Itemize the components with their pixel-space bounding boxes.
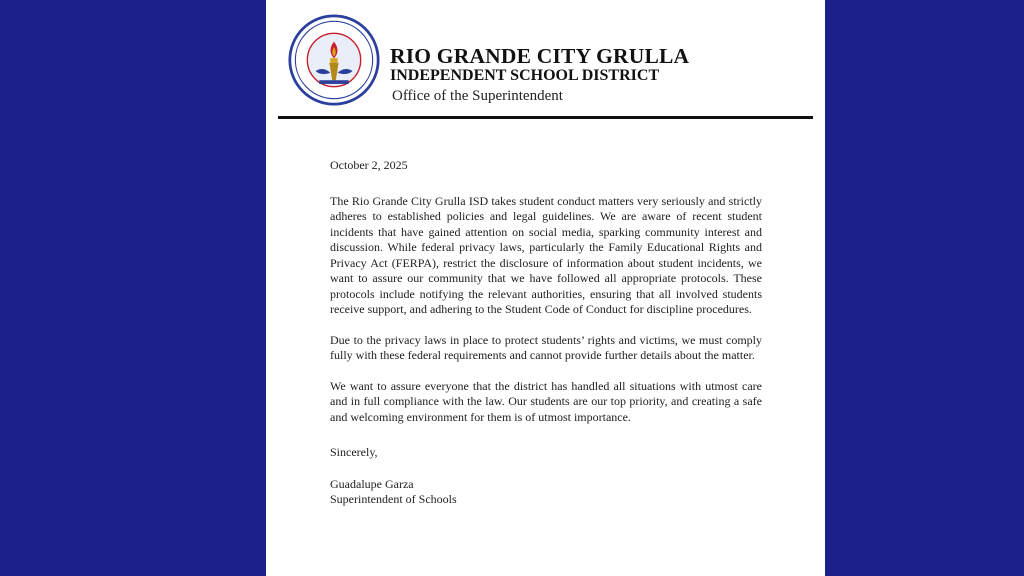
signer-title: Superintendent of Schools — [330, 492, 457, 506]
office-name: Office of the Superintendent — [392, 88, 563, 104]
letter-date: October 2, 2025 — [330, 158, 408, 172]
paragraph-1: The Rio Grande City Grulla ISD takes student conduct matters very seriously and strictly adheres to established policies and legal guidelines. We are aware of recent student incidents that have gained attention on social media, sparking community interest and discussion. While federal privacy laws, particularly the Family Educational Rights and Privacy Act (FERPA), restrict the disclosure of information about student incidents, we want to assure our community that we have followed all appropriate protocols. These protocols include notifying the relevant authorities, ensuring that all involved students receive support, and adhering to the Student Code of Conduct for discipline procedures. — [330, 193, 762, 316]
paragraph-3: We want to assure everyone that the district has handled all situations with utmost care and in full compliance with the law. Our students are our top priority, and creating a safe and welcoming environment for them is of utmost importance. — [330, 378, 762, 424]
paragraph-2: Due to the privacy laws in place to protect students’ rights and victims, we must comply fully with these federal requirements and cannot provide further details about the matter. — [330, 332, 762, 362]
district-type: INDEPENDENT SCHOOL DISTRICT — [390, 67, 660, 84]
district-name: RIO GRANDE CITY GRULLA — [390, 44, 690, 68]
closing: Sincerely, — [330, 445, 378, 459]
header-divider — [278, 116, 813, 119]
letter-body — [330, 158, 762, 508]
district-seal-logo — [288, 14, 380, 106]
letter-page — [266, 0, 825, 576]
signer-name: Guadalupe Garza — [330, 476, 414, 491]
